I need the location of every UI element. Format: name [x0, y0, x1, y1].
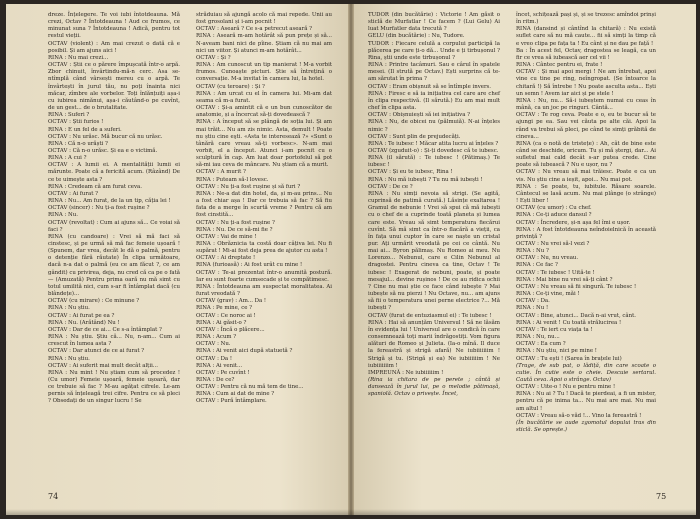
- dialogue-paragraph: RINA : Te iubesc ! Măcar atita lucru ai înțeles ?: [368, 140, 499, 147]
- dialogue-paragraph: GELU (din bucătărie) : Nu, Tudore.: [368, 33, 465, 40]
- dialogue-paragraph: OCTAV : Nu vreau să fii singură. Te iubesc !: [516, 283, 637, 290]
- dialogue-paragraph: OCTAV : Vreau să-o văd !... Vino la fereastră !: [516, 412, 642, 419]
- dialogue-paragraph: OCTAV : Te rog ceva. Poate e o, eu te bucur să te ajungi pe ea. Sau vei căuta pe alte căi. Apoi la rând va trebui să pleci, pe când te simți grăbită de cineva...: [516, 112, 656, 140]
- dialogue-paragraph: RINA : Acum ?: [196, 334, 237, 341]
- dialogue-paragraph: RINA : Mai bine nu vrei să-ți cânt ?: [516, 276, 613, 283]
- dialogue-paragraph: RINA : Nu simți nevoia să strigi. (Se agită, cuprinsă de patimă curată.) Lăsințe exaltarea ! Gramul de nebunie ! Vrei să spui că mă iubești cu o chef de a cuprinde toată planeta și lumea care este. Vreau să simt temperatura fiecărui cuvînt. Să mă simt ca într-o flacără a vieții, ca în fața unui cuptor în care se naște un cristal pur. Ați urmărit vreodată pe cei ce cântă. Nu mai ai... Byron pălimaș. Nu Romeo ai meu. Nu Lorenzo... Nebunul, care e Cilin Nebunul al dragostei. Pentru cineva ca tine, Octav ! Te iubesc ! Exagerat de nebuni, poate, și poate mesajul... devine rușinos ! De ce au ridica ochii ? Cine nu mai știe ce face când iubește ? Mai iubește să nu pierzi ! Nu Octave, nu... am ajuns să fii o temperatura unei perne electrice ?... Mă iubești ?: [368, 190, 500, 312]
- dialogue-paragraph: OCTAV : Bine, atunci... Dacă n-ai vrut, cânt.: [516, 312, 636, 319]
- dialogue-paragraph: RINA : Nu, de obicei nu (pălmuiă). N-ai înțeles nimic ?: [368, 119, 500, 133]
- dialogue-paragraph: OCTAV : Pură întâmplare.: [196, 398, 267, 405]
- dialogue-paragraph: OCTAV : Încă o plăcere...: [196, 326, 265, 333]
- dialogue-paragraph: RINA : Am urcat cu el în camera lui. Mi-am dat seama că m-a furat.: [196, 90, 332, 104]
- dialogue-paragraph: OCTAV : Nu ți-a fost rușine și să furi ?: [196, 183, 301, 190]
- dialogue-paragraph: OCTAV : A lumii ei. A mentalității lumii ei mărunte. Poate că a fericită acum. (Râzând) De ce te uimește asta ?: [48, 162, 180, 183]
- dialogue-paragraph: RINA (ca o notă de tristețe) : Ah, cât de bine este când se deschide, oricum. Tu și mă ștergi, dar... Ai sufletul mai cald decât s-ar putea crede. Cine poate să iubească ? Nu e ușor, nu ?: [516, 140, 656, 169]
- right-page: [354, 4, 696, 515]
- dialogue-paragraph: OCTAV : Nu ți-a fost rușine ?: [196, 219, 275, 226]
- dialogue-paragraph: OCTAV : Că n-o urăsc. Și ea e o victimă.: [48, 147, 158, 154]
- dialogue-paragraph: TUDOR : Fiecare celulă a corpului participă la plăcerea pe care ți-o dă... Unde e ți tirbușonul ? Rina, știi unde este tirbușonul ?: [368, 40, 500, 61]
- dialogue-paragraph: OCTAV : Ce noroc ai !: [196, 312, 256, 319]
- dialogue-paragraph: RINA (dansind și cântînd la chitară) : Nu există suflet care să nu mă caute... fii să simți la timp că e vreo clipa pe fața ta ! Eu cânt și ne dau pe față !: [516, 26, 656, 47]
- dialogue-paragraph: RINA : Se poate, tu, iubitule. Răsare soarele. Cântecul se lasă acum. Nu mai plânge (o strânge) ! Ești liber !: [516, 183, 656, 205]
- dialogue-paragraph: RINA : Nu mint ! Nu știam cum să procedez ! (Cu umor) Femeie ușoară, femeie ușoară, dar ce trebuie să fac ? M-au agățat cifrele. Le-am pernis să înțeleagă trei cifre. Pentru ce să pleci ? Obsedați de un singur lucru ! Se: [48, 369, 180, 405]
- dialogue-paragraph: OCTAV : Nu vrei să-l vezi ?: [516, 241, 590, 247]
- dialogue-paragraph: RINA : Nu, nu...: [516, 334, 560, 341]
- dialogue-paragraph: RINA : Nu. De ce să-mi fie ?: [196, 226, 273, 233]
- dialogue-paragraph: OCTAV (violent) : Am mai crezut o dată că e posibil. Și am ajuns aici !: [48, 40, 180, 54]
- dialogue-paragraph: OCTAV : Da !: [196, 355, 233, 362]
- dialogue-paragraph: OCTAV : Sunt plin de prejudecăți.: [368, 133, 461, 140]
- left-page: [6, 4, 348, 515]
- dialogue-paragraph: RINA : Nu, nu... Să-i iubeștem numai cu ceas în mână, ca un joc pe ringuri. Cântă...: [516, 97, 656, 112]
- dialogue-paragraph: RINA : Ne-a dat din hotel, da, și m-au prins... Nu a fost chiar așa ! Dar ce trebuia să fac ? Să fiu fata de a merge în scurtă vreme ? Pentru că am fost cinstită...: [196, 190, 332, 219]
- dialogue-paragraph: OCTAV : Ai suferit mai mult decât alții...: [48, 362, 158, 369]
- dialogue-paragraph: RINA : Nu știu.: [48, 305, 90, 312]
- dialogue-paragraph: OCTAV : Nu, nu vreau.: [516, 255, 579, 262]
- dialogue-paragraph: OCTAV : Da.: [516, 298, 550, 305]
- dialogue-paragraph: OCTAV : Uite-o ! Nu e pentru mine !: [516, 384, 616, 391]
- dialogue-paragraph: RINA : Nu știu. Știu că... Nu, n-am... Cum ai crescut în lumea asta ?: [48, 334, 180, 348]
- page-number-left: 74: [48, 492, 59, 501]
- dialogue-paragraph: OCTAV (cu teroare) : Și ?: [196, 83, 265, 90]
- dialogue-paragraph: OCTAV : Ea cum ?: [516, 341, 566, 348]
- dialogue-paragraph: RINA : Nu mă iubești ? Tu nu mă iubești !: [368, 176, 483, 183]
- dialogue-paragraph: OCTAV : Dar atunci de ce ai furat ?: [48, 348, 145, 355]
- dialogue-paragraph: OCTAV : Ai furat ?: [48, 190, 98, 197]
- dialogue-paragraph: RINA : A cui ?: [48, 155, 87, 162]
- stage-direction: (Rina ia chitara de pe perete ; cântă și dansează în jurul lui, pe o melodie pătimașă, spaniolă. Octav o privește. Încet,: [368, 376, 500, 398]
- dialogue-paragraph: RINA : Hai să anunțăm Universul ! Să ne lăsăm în evidența lui ! Universul are o condică în care consemnează toți marii îndrăgostiți. Vom figura alături de Romeo și Julieta. (Ia-o mînă. Il duce la fereastră și strigă afară) Ne iubiiiiiiim ! Strigă și tu. (Strigă și ea) Ne iubiiiiiim ! Ne iubiiiiiiim !: [368, 319, 500, 369]
- dialogue-paragraph: RINA : A fost întotdeauna neîndoielnică în această privință ?: [516, 226, 656, 240]
- dialogue-paragraph: OCTAV : Eram obișnuit să se întîmple invers.: [368, 83, 492, 90]
- page-number-right: 75: [656, 492, 667, 501]
- dialogue-paragraph: RINA : Suferi ?: [48, 112, 90, 119]
- dialogue-paragraph: RINA : Obrăznicia ta costă doar câțiva lei. Nu fi supărat ! Mi-ai fost deja prea de ajutor cu asta !: [196, 241, 332, 255]
- dialogue-paragraph: OCTAV (sincer) : Nu ți-a fost rușine ?: [48, 205, 150, 212]
- dialogue-paragraph: OCTAV : Te-ai prezentat într-o anumită postură. Iar eu sunt foarte cumsecade și te compătimesc.: [196, 269, 332, 283]
- dialogue-paragraph: RINA : Credeam că am furat ceva.: [48, 183, 142, 190]
- dialogue-paragraph: RINA : Aseară m-am hotărât să pun prețe și să... N-aveam bani nici de pîine. Știam că nu mai am nici un viitor. Și atunci m-am hotărât...: [196, 33, 332, 54]
- dialogue-paragraph: OCTAV : Te iert cu viața ta !: [516, 326, 593, 333]
- dialogue-paragraph: RINA : Nu... Am furat, de la un tip, căția lei !: [48, 198, 171, 205]
- dialogue-paragraph: RINA : Nu știu, nici pe mine !: [516, 348, 597, 355]
- dialogue-paragraph: RINA : Cântec pentru ei, frate !: [516, 62, 603, 69]
- dialogue-paragraph: OCTAV : Pe cuvînt !: [196, 369, 250, 376]
- dialogue-paragraph: OCTAV : Încredere, și-n așa fel îmi e ușor.: [516, 219, 631, 226]
- dialogue-paragraph: OCTAV : Știi ce o părere împușcată într-o arpă. Zbor chinuit, învârtindu-mă-n cerc. Asa se-ntîmplă când vârsești mereu cu o arpă. Te învârtești în jurul tău, nu poți înainta nici măcar, zîmbre ale vorbelor. Toți înlănțuiți așa-i cu iubirea nimănui, așa-i căutând-o pe cuvînt, de un gest... de o brutalitate.: [48, 62, 180, 112]
- right-page-column-1: [368, 12, 500, 398]
- dialogue-paragraph: (Trage, de sub pat, o lădiță, din care scoate o cutie. În cutie este o cheie. Descuie sertarul. Caută ceva. Apoi o strânge. Octav): [516, 362, 656, 383]
- dialogue-paragraph: OCTAV (furat de entuziasmul ei) : Te iubesc !: [368, 312, 492, 319]
- dialogue-paragraph: RINA : Nu știu.: [48, 355, 90, 362]
- dialogue-paragraph: RINA : Nu.: [48, 212, 78, 219]
- dialogue-paragraph: OCTAV : Vai de mine !: [196, 233, 257, 240]
- dialogue-paragraph: RINA : Am cunoscut un tip manierat ! M-a vorbit frumos. Cunoaște picturi. Știe să întrețină o conversație. M-a invitat în camera lui, la hotel.: [196, 62, 332, 83]
- dialogue-paragraph: OCTAV : Nu vreau să mai trăiesc. Poate e ca un vis. Nu știu cine a ieșit, apoi... Nu mai pot.: [516, 169, 656, 183]
- dialogue-paragraph: RINA : Ce fac ?: [516, 262, 558, 269]
- dialogue-paragraph: RINA : Nu !: [516, 305, 549, 312]
- dialogue-paragraph: străduiau să ajungă acolo că mai repede. Unii au fost grosolani și i-am pocnit !: [196, 12, 332, 26]
- dialogue-paragraph: RINA : Ce-ți aduce dansul ?: [516, 212, 592, 219]
- dialogue-paragraph: IMPREUNĂ : Ne iubiiiiiim !: [368, 369, 444, 376]
- dialogue-paragraph: OCTAV (cu umor) : Cu chef.: [516, 205, 592, 212]
- dialogue-paragraph: RINA : Firesc e să ia inițiativa cel care are chef în clipa respectivă. (Il sărută.) Eu am mai mult chef în clipa asta.: [368, 90, 500, 112]
- dialogue-paragraph: RINA : Ce-ți vine, măi !: [516, 291, 580, 298]
- dialogue-paragraph: OCTAV : Ai dreptate !: [196, 255, 256, 262]
- dialogue-paragraph: RINA : Întotdeauna am suspectat moralitatea. Ai furat vreodată ?: [196, 283, 332, 298]
- dialogue-paragraph: OCTAV : Știi furios !: [48, 119, 104, 126]
- dialogue-paragraph: RINA (furioasă) : Ai fost urât cu mine !: [196, 262, 303, 269]
- dialogue-paragraph: încet, schițează pași și, și se trezesc amîndoi prinși în ritm.): [516, 12, 656, 26]
- dialogue-paragraph: OCTAV : Dar de ce ai... Ce s-a întâmplat ?: [48, 326, 162, 333]
- dialogue-paragraph: RINA (cu candoare) : Vrei să mă faci să cinstesc, și pe urmă să mă fac femeie ușoară ! (Spunem, dar vrea, decăt le dă o palmă, pentru o detenție fără răutate) În clipa următoare, dacă n-a dat o palmă (eu ce am făcut ?, ce am gândit) cu privirea, deja, nu cred că ca pe o fată — (Amuzată) Pentru prima oară nu mă simt cu totul umilită nici, cum s-ar fi întâmplat dacă (cu blândețe)...: [48, 233, 180, 298]
- dialogue-paragraph: Ba : În acest fel, Octav, dragostea se leagă, ca un fir ce vrea să iubească aer cel vii !: [516, 47, 656, 61]
- dialogue-paragraph: OCTAV : Tu ești ! (Sarea în brațele lui): [516, 355, 622, 362]
- left-page-column-1: [48, 12, 180, 406]
- dialogue-paragraph: RINA : Că n-o urăști ?: [48, 140, 108, 147]
- dialogue-paragraph: RINA : Cum ai dat de mine ?: [196, 391, 275, 398]
- dialogue-paragraph: RINA : E un fel de a suferi.: [48, 126, 122, 133]
- dialogue-paragraph: OCTAV (zguduit-o) : Și-ți dovedesc că te iubesc.: [368, 147, 499, 154]
- dialogue-paragraph: dreze. Înțelegere. Te voi iubi întotdeauna. Mă crezi, Octav ? Întotdeauna ! Aud ce frumos, ce minunat suna ? Întotdeauna ! Adică, pentru tot restul vieții.: [48, 12, 180, 40]
- dialogue-paragraph: RINA : Pe mine, ce ?: [196, 305, 253, 312]
- dialogue-paragraph: OCTAV : Și mai apoi mergi ! Ne am întrebat, apoi vine cu tine pe ring, neîngropat. (Se întoarce la chitară !) Să întrebe ! Nu poate asculta asta... Ești un semn ! Avem iar aici și pe stele !: [516, 69, 656, 97]
- dialogue-paragraph: RINA (il sărută) : Te iubesc ! (Pătimaș.) Te iubesc !: [368, 155, 500, 169]
- dialogue-paragraph: OCTAV (grav) : Am... Da !: [196, 298, 267, 305]
- dialogue-paragraph: OCTAV : A murit ?: [196, 169, 246, 176]
- dialogue-paragraph: RINA : Puteam să-l lovesc.: [196, 176, 269, 183]
- dialogue-paragraph: OCTAV : De ce ?: [368, 183, 413, 190]
- dialogue-paragraph: OCTAV : Pentru că nu mă tem de tine...: [196, 384, 304, 391]
- dialogue-paragraph: TUDOR (din bucătărie) : Victorie ! Am găsit o sticlă de Murfatlar ! Ce facem ? (Lui Gelu) Ai luat Murfatler data trecută ?: [368, 12, 500, 33]
- dialogue-paragraph: RINA : Nu ?: [516, 248, 549, 255]
- dialogue-paragraph: RINA : Printre tacâmuri. Sau e cârul în spatele mesei. (Il strută pe Octav.) Ești surprins că te-am sărutat în prima ?: [368, 62, 500, 83]
- dialogue-paragraph: OCTAV : Și-a amintit că e un bun cunoscător de anatomie, și a încercat să-ți dovedească ?: [196, 105, 332, 119]
- dialogue-paragraph: RINA : A început să se plângă de soția lui. Și am mai trăit... Nu am zis nimic. Asta, demult ! Poate nu știu cine eşti. «Asta te interesează ?» «Sunt o tânără care vreau să-ți vorbesc». N-am mai vorbit, el a început. Atunci i-am pocnit cu o sculptură în cap. Am luat doar portofelul să pot să-mi iau ceva de mâncare. Nu știam că a murit.: [196, 119, 332, 169]
- dialogue-paragraph: OCTAV : Și ?: [196, 54, 231, 61]
- dialogue-paragraph: RINA : Ai venit aici după statuetă ?: [196, 348, 293, 355]
- dialogue-paragraph: OCTAV : Nu urăsc. Mă bucur că nu urăsc.: [48, 133, 163, 140]
- dialogue-paragraph: RINA : Nu. (Arătând) Nu !: [48, 319, 120, 326]
- dialogue-paragraph: RINA : Nu ai ? Tu ! Dacă te pierdeai, a fi un mister, pentru că pe inima ta... Nu mai are mai. Nu mai am altul !: [516, 391, 656, 412]
- dialogue-paragraph: OCTAV : Aseară ? Ce s-a petrecut aseară ?: [196, 26, 313, 33]
- dialogue-paragraph: RINA : Ai venit...: [196, 362, 243, 369]
- left-page-column-2: [196, 12, 332, 406]
- dialogue-paragraph: OCTAV : Obișnuiești să iei inițiativa ?: [368, 112, 471, 119]
- dialogue-paragraph: RINA : Ai găsit-o ?: [196, 319, 247, 326]
- page-bottom-shadow: [6, 509, 696, 515]
- dialogue-paragraph: (În bucătărie se aude zgomotul dopului tras din sticlă. Se oprește.): [516, 419, 656, 434]
- dialogue-paragraph: OCTAV (revoltat) : Cum ai ajuns să... Ce voiai să faci ?: [48, 219, 180, 233]
- dialogue-paragraph: OCTAV : Și eu te iubesc, Rina !: [368, 169, 453, 176]
- open-book: [6, 4, 696, 515]
- right-page-column-2: [516, 12, 656, 434]
- dialogue-paragraph: OCTAV : Te iubesc ! Uită-te !: [516, 269, 595, 276]
- dialogue-paragraph: RINA : Nu mai crezi...: [48, 54, 109, 61]
- dialogue-paragraph: RINA : De ce?: [196, 376, 235, 383]
- dialogue-paragraph: OCTAV : Ai furat pe ea ?: [48, 312, 115, 319]
- dialogue-paragraph: OCTAV : Nu.: [196, 341, 231, 348]
- dialogue-paragraph: OCTAV (cu mirare) : Ce minune ?: [48, 298, 140, 305]
- dialogue-paragraph: RINA : Ai venit ! Cu toată strălucirea !: [516, 319, 622, 326]
